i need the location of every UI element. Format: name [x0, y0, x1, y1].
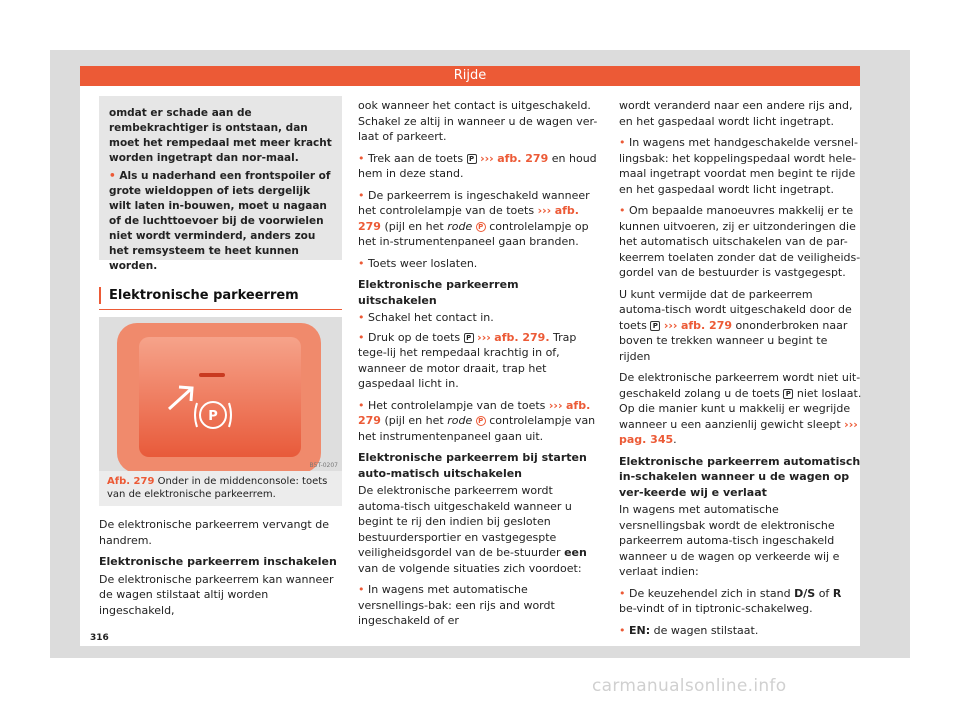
list-item: • Schakel het contact in. [358, 311, 494, 324]
section-title: Elektronische parkeerrem [99, 287, 342, 304]
list-item: • Om bepaalde manoeuvres makkelij er te kunnen uitvoeren, zij er uitzonderingen die het automatisch uitschakelen van de par-keerrem toelaten zonder dat de veiligheids-gordel van de bestuurder is vastgegespt. [619, 204, 861, 279]
reference-chevron-icon: ››› [548, 398, 563, 412]
column-1 [99, 517, 342, 624]
list-item: • De keuzehendel zich in stand D/S of R be-vindt of in tiptronic-schakelweg. [619, 586, 842, 615]
list-item: • EN: de wagen stilstaat. [619, 623, 759, 637]
heading-auto-inschakelen: Elektronische parkeerrem automatisch in-schakelen wanneer u de wagen op ver-keerde wij e verlaat [619, 454, 861, 499]
list-item: • Trek aan de toets P ››› afb. 279 en houd hem in deze stand. [358, 151, 597, 180]
warning-text-1: omdat er schade aan de rembekrachtiger is ontstaan, dan moet het rempedaal met meer kracht worden ingetrapt dan nor-maal. [109, 107, 332, 164]
warning-text-2: • Als u naderhand een frontspoiler of grote wieldoppen of iets dergelijk wilt laten in-bouwen, moet u nagaan of de luchttoevoer bij de voorwielen niet wordt verminderd, anders zou het remsysteem te heet kunnen worden. [109, 170, 331, 272]
button-indicator-slot [199, 373, 225, 377]
figure-link[interactable]: afb. 279 [497, 151, 549, 165]
watermark: carmanualsonline.info [592, 676, 787, 696]
page-number: 316 [90, 633, 109, 643]
bullet-icon: • [109, 170, 116, 182]
list-item: • In wagens met handgeschakelde versnel-lingsbak: het koppelingspedaal wordt hele-maal ingetrapt voordat men begint te rijde en het gaspedaal wordt licht ingetrapt. [619, 136, 858, 196]
figure-link[interactable]: afb. 279 [680, 318, 733, 332]
page-link[interactable]: pag. 345 [619, 433, 674, 446]
warning-lamp-icon: P [476, 416, 486, 426]
reference-chevron-icon: ››› [537, 204, 552, 217]
list-item: • De parkeerrem is ingeschakeld wanneer het controlelampje van de toets ››› afb. 279 (pijl en het rode P controlelampje op het in-strumentenpaneel gaan branden. [358, 188, 590, 248]
figure-link[interactable]: afb. 279 [358, 398, 591, 427]
inschakelen-text: De elektronische parkeerrem kan wanneer de wagen stilstaat altij worden ingeschakeld, [99, 572, 334, 617]
heading-auto-uitschakelen: Elektronische parkeerrem bij starten auto-matisch uitschakelen [358, 451, 587, 480]
heading-inschakelen: Elektronische parkeerrem inschakelen [99, 555, 337, 568]
list-item: • Toets weer loslaten. [358, 256, 478, 270]
chapter-header: Rijde [80, 66, 860, 86]
reference-chevron-icon: ››› [477, 330, 491, 344]
brake-button-icon: P [464, 333, 474, 343]
list-item: • In wagens met automatische versnellings-bak: een rijs and wordt ingeschakeld of er [358, 583, 555, 627]
column-3: wordt veranderd naar een andere rijs and, en het gaspedaal wordt licht ingetrapt. • In wagens met handgeschakelde versnel-lingsbak: het koppelingspedaal wordt hele-maal ingetrapt voordat men begint te rijde en het gaspedaal wordt licht ingetrapt. • Om bepaalde manoeuvres makkelij er te kunnen uitvoeren, zij er uitzonderingen die het automatisch uitschakelen van de par-keerrem toelaten zonder dat de veiligheids-gordel van de bestuurder is vastgegespt. U kunt vermijde dat de parkeerrem automa-tisch wordt uitgeschakeld door de toets P ››› afb. 279 ononderbroken naar boven te trekken wanneer u begint te rijden De elektronische parkeerrem wordt niet uit-geschakeld zolang u de toets P niet loslaat. Op die manier kunt u makkelij er wegrijde wanneer u een aanzienlij gewicht sleept ››› pag. 345. Elektronische parkeerrem automatisch in-schakelen wanneer u de wagen op ver-keerde wij e verlaat In wagens met automatische versnellingsbak wordt de elektronische parkeerrem automa-tisch ingeschakeld wanneer u de wagen op verkeerde wij e verlaat indien: • De keuzehendel zich in stand D/S of R be-vindt of in tiptronic-schakelweg. • EN: de wagen stilstaat. [619, 99, 862, 637]
list-item: • Druk op de toets P ››› afb. 279. Trap tege-lij het rempedaal krachtig in of, wanneer de motor draait, trap het gaspedaal licht in. [358, 330, 577, 390]
reference-chevron-icon: ››› [480, 151, 494, 165]
warning-box [99, 96, 342, 272]
figure-link[interactable]: afb. 279. [494, 330, 550, 344]
figure-parking-brake [99, 317, 342, 471]
intro-text: De elektronische parkeerrem vervangt de handrem. [99, 518, 329, 547]
heading-uitschakelen: Elektronische parkeerrem uitschakelen [358, 278, 519, 307]
figure-caption: Afb. 279 Onder in de middenconsole: toets van de elektronische parkeerrem. [99, 471, 342, 506]
section-divider [99, 309, 342, 310]
reference-chevron-icon: ››› [663, 318, 678, 332]
parking-brake-illustration [99, 317, 342, 471]
reference-chevron-icon: ››› [844, 417, 858, 431]
column-2: ook wanneer het contact is uitgeschakeld. Schakel ze altij in wanneer u de wagen ver-laat of parkeert. • Trek aan de toets P ››› afb. 279 en houd hem in deze stand. • De parkeerrem is ingeschakeld wanneer het controlelampje van de toets ››› afb. 279 (pijl en het rode P controlelampje op het in-strumentenpaneel gaan branden. • Toets weer loslaten. Elektronische parkeerrem uitschakelen • Schakel het contact in. • Druk op de toets P ››› afb. 279. Trap tege-lij het rempedaal krachtig in of, wanneer de motor draait, trap het gaspedaal licht in. • Het controlelampje van de toets ››› afb. 279 (pijl en het rode P controlelampje van het instrumentenpaneel gaan uit. Elektronische parkeerrem bij starten auto-matisch uitschakelen De elektronische parkeerrem wordt automa-tisch uitgeschakeld wanneer u begint te rij den indien bij gesloten bestuurdersportier en vastgegespte veiligheidsgordel van de be-stuurder een van de volgende situaties zich voordoet: • In wagens met automatische versnellings-bak: een rijs and wordt ingeschakeld of er [358, 98, 601, 635]
brake-button-icon: P [467, 154, 477, 164]
figure-label[interactable]: Afb. 279 [107, 476, 155, 487]
figure-link[interactable]: afb. 279 [358, 204, 579, 233]
svg-text:P: P [208, 409, 218, 424]
warning-lamp-icon: P [476, 222, 486, 232]
list-item: • Het controlelampje van de toets ››› afb. 279 (pijl en het rode P controlelampje van het instrumentenpaneel gaan uit. [358, 398, 596, 443]
brake-button-housing [139, 337, 301, 457]
brake-button-icon: P [650, 321, 660, 331]
brake-button-icon: P [783, 389, 793, 399]
figure-code: B5T-0207 [309, 462, 338, 469]
